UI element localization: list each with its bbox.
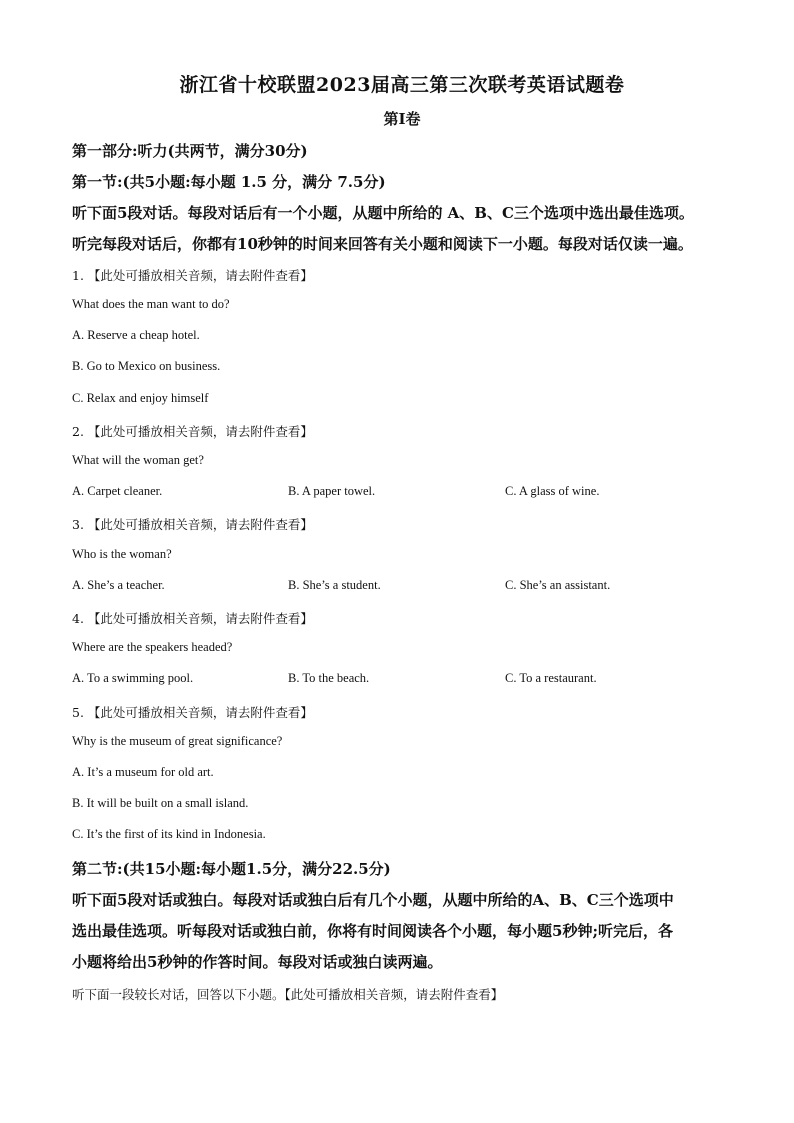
question-5-text: Why is the museum of great significance? (72, 734, 283, 748)
question-3-option-b: B. She’s a student. (288, 578, 381, 592)
question-4-option-b: B. To the beach. (288, 671, 370, 685)
question-1-audio-link[interactable]: 1. 【此处可播放相关音频，请去附件查看】 (72, 268, 313, 283)
section2-instructions-3: 小题将给出5秒钟的作答时间。每段对话或独白读两遍。 (72, 953, 443, 971)
question-2-option-b: B. A paper towel. (288, 484, 376, 498)
question-2-text: What will the woman get? (72, 453, 204, 467)
question-1-text: What does the man want to do? (72, 297, 230, 311)
section1-instructions-2: 听完每段对话后，你都有10秒钟的时间来回答有关小题和阅读下一小题。每段对话仅读一遍。 (72, 235, 693, 253)
question-5-audio-link[interactable]: 5. 【此处可播放相关音频，请去附件查看】 (72, 705, 313, 720)
section2-audio-note[interactable]: 听下面一段较长对话，回答以下小题。【此处可播放相关音频，请去附件查看】 (72, 987, 504, 1002)
question-4-audio-link[interactable]: 4. 【此处可播放相关音频，请去附件查看】 (72, 611, 313, 626)
question-4-text: Where are the speakers headed? (72, 640, 233, 654)
question-4-option-c: C. To a restaurant. (505, 671, 597, 685)
question-2-option-c: C. A glass of wine. (505, 484, 600, 498)
section1-instructions-1: 听下面5段对话。每段对话后有一个小题，从题中所给的 A、B、C三个选项中选出最佳选项。 (72, 204, 694, 222)
question-5-option-a: A. It’s a museum for old art. (72, 765, 214, 779)
question-3-option-a: A. She’s a teacher. (72, 578, 165, 592)
section2-heading: 第二节:(共15小题:每小题1.5分，满分22.5分) (72, 860, 391, 878)
volume-label: 第I卷 (383, 110, 421, 128)
question-1-option-b: B. Go to Mexico on business. (72, 359, 221, 373)
exam-title: 浙江省十校联盟2023届高三第三次联考英语试题卷 (179, 74, 625, 96)
question-3-text: Who is the woman? (72, 547, 172, 561)
question-3-audio-link[interactable]: 3. 【此处可播放相关音频，请去附件查看】 (72, 517, 313, 532)
part1-heading: 第一部分:听力(共两节，满分30分) (72, 142, 308, 160)
question-5-option-b: B. It will be built on a small island. (72, 796, 249, 810)
question-1-option-c: C. Relax and enjoy himself (72, 391, 209, 405)
question-5-option-c: C. It’s the first of its kind in Indonesia. (72, 827, 266, 841)
question-2-audio-link[interactable]: 2. 【此处可播放相关音频，请去附件查看】 (72, 424, 313, 439)
section2-instructions-2: 选出最佳选项。听每段对话或独白前，你将有时间阅读各个小题，每小题5秒钟;听完后，各 (72, 922, 673, 940)
section1-heading: 第一节:(共5小题:每小题 1.5 分，满分 7.5分) (72, 173, 386, 191)
section2-instructions-1: 听下面5段对话或独白。每段对话或独白后有几个小题，从题中所给的A、B、C三个选项中 (72, 891, 674, 909)
question-4-option-a: A. To a swimming pool. (72, 671, 194, 685)
question-1-option-a: A. Reserve a cheap hotel. (72, 328, 200, 342)
question-3-option-c: C. She’s an assistant. (505, 578, 611, 592)
question-2-option-a: A. Carpet cleaner. (72, 484, 163, 498)
